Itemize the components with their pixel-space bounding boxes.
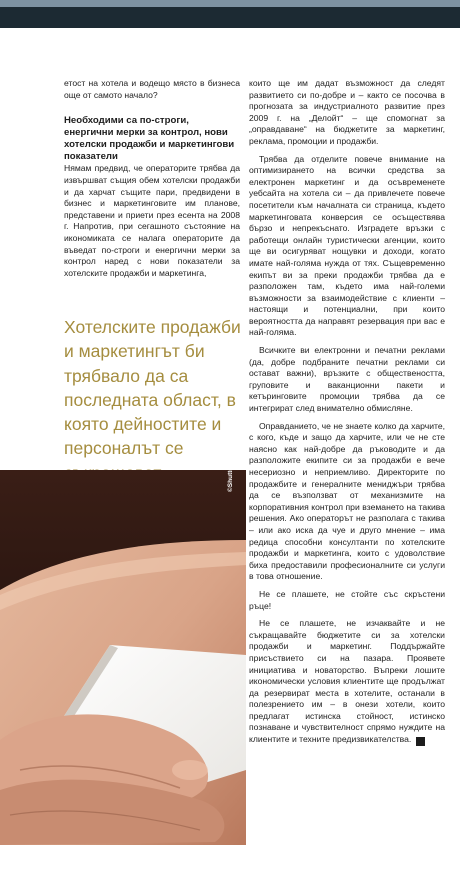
right-paragraph-text: Не се плашете, не изчаквайте и не съкращавайте бюджетите си за хотелски продажби и маркетинг. Поддържайте присъствието си на пазара. Проявете инициатива и новаторство. Въпреки лошите икономически условия клиентите ще продължат да резервират места в хотелите, останали в полезрението им – в онези хотели, които предлагат истинска стойност, истинско познаване и чувствителност спрямо нуждите на клиентите и техните предизвикателства. — [249, 618, 445, 745]
right-paragraph: които ще им дадат възможност да следят развитието си по-добре и – както се посочва в прогнозата за индустриалното развитие през 2009 г. на „Делойт“ – ще спомогнат за „оправдаване“ на бюджетите за маркетинг, реклама, промоции и продажби. — [249, 78, 445, 146]
intro-text: етост на хотела и водещо място в бизнеса още от самото начало? — [64, 78, 240, 100]
hand-photo — [0, 470, 246, 845]
right-paragraph: Трябва да отделите повече внимание на оптимизирането на всички средства за електронен маркетинг и да осъвременете уебсайта на хотела си – да привлечете повече посетители към началната си страница, където маркетинговата конверсия се осъществява бързо и непрекъснато. Изградете връзки с работещи онлайн туристически агенции, които ще ви осигуряват нощувки и доходи, когато имате най-голяма нужда от тях. Същевременно екипът ви за преки продажби трябва да е разположен там, където има най-големи възможности за взаимодействие с клиенти – настоящи и потенциални, при които вероятността да направят резервация при вас е най-голяма. — [249, 153, 445, 338]
right-paragraph: Оправданието, че не знаете колко да харчите, с кого, къде и защо да харчите, или че не сте наясно как най-добре да ръководите и да разположите екипите си за продажби е вече несериозно и неприемливо. Директорите по продажбите и генералните мениджъри трябва да се възползват от механизмите на корпоративния контрол при вземането на такива решения. Ако операторът не разполага с такива – или ако иска да чуе и друго мнение – има редица способни консултанти по хотелските продажби и маркетинга, които с удоволствие биха предоставили професионалните си услуги в това отношение. — [249, 420, 445, 582]
end-mark-icon: H — [416, 737, 425, 746]
section-heading: Необходими са по-строги, енергични мерки за контрол, нови хотелски продажби и маркетингови показатели — [64, 115, 235, 162]
right-paragraph: Всичките ви електронни и печатни реклами (да, добре подбраните печатни реклами си остават важни), връзките с обществеността, груповите и ваканционни пакети и кетъринговите промоции трябва да се интегрират след внимателно обмисляне. — [249, 345, 445, 414]
photo-credit: ©Shutterstock — [227, 447, 234, 492]
hand-photo-illustration — [0, 470, 246, 845]
right-paragraph: Не се плашете, не стойте със скръстени ръце! — [249, 588, 445, 611]
pull-quote: Хотелските продажби и маркетингът би трябвало да са последната област, в която дейностите и персоналът се — [64, 317, 241, 459]
right-column — [249, 78, 445, 752]
right-paragraph-last — [249, 618, 445, 746]
top-bar — [0, 0, 460, 28]
top-bar-strip — [0, 0, 460, 7]
left-paragraph: Нямам предвид, че операторите трябва да извършват същия обем хотелски продажби и да харчат същите пари, предвидени в бизнес и маркетинговите им планове, представени и приети през есента на 2008 г. Напротив, при сегашното състояние на икономиката се налага операторите да въведат по-строги и енергични мерки за контрол наред с нови показатели за хотелските продажби и маркетинга, — [64, 163, 240, 278]
left-column — [64, 78, 240, 279]
